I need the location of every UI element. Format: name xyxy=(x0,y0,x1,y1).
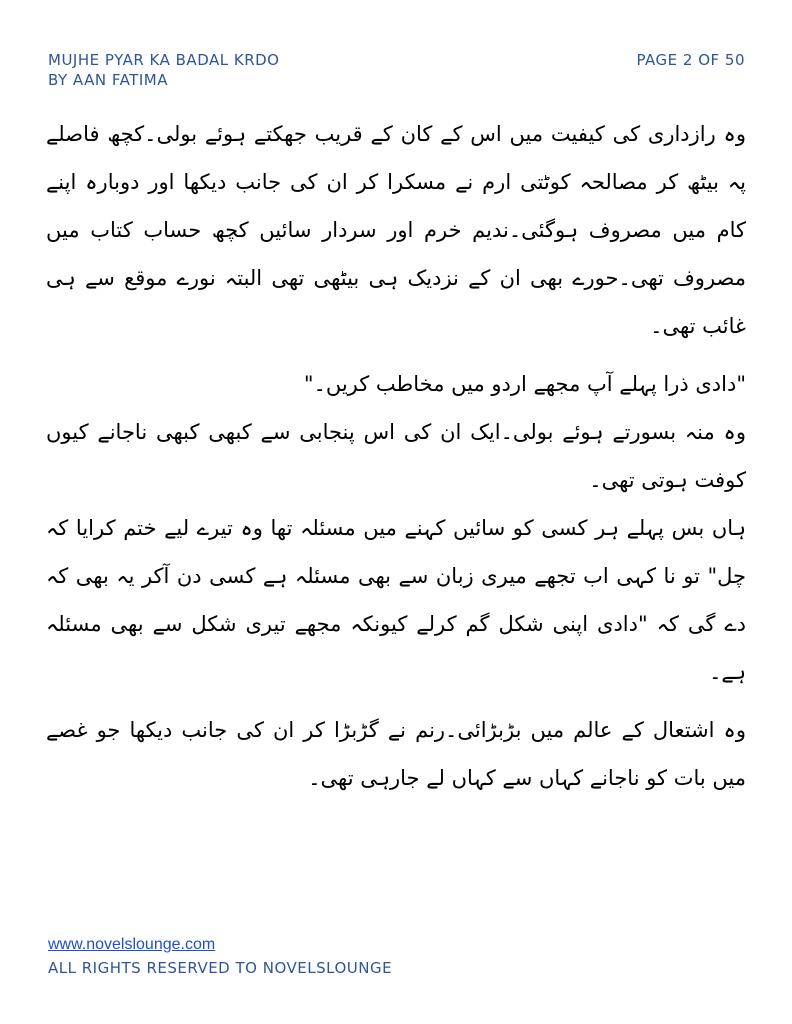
copyright-notice: ALL RIGHTS RESERVED TO NOVELSLOUNGE xyxy=(48,959,393,977)
paragraph-4: ہاں بس پہلے ہر کسی کو سائیں کہنے میں مسئلہ تھا وہ تیرے لیے ختم کرایا کہ چل" تو نا کہی اب تجھے میری زبان سے بھی مسئلہ ہے کسی دن آکر یہ بھی کہ دے گی کہ "دادی اپنی شکل گم کرلے کیونکہ مجھے تیری شکل سے بھی مسئلہ ہے۔ xyxy=(46,516,746,684)
paragraph-5: وہ اشتعال کے عالم میں بڑبڑائی۔رنم نے گڑبڑا کر ان کی جانب دیکھا جو غصے میں بات کو ناجانے کہاں سے کہاں لے جارہی تھی۔ xyxy=(46,718,746,790)
paragraph-3: وہ منہ بسورتے ہوئے بولی۔ایک ان کی اس پنجابی سے کبھی کبھی ناجانے کیوں کوفت ہوتی تھی۔ xyxy=(46,420,746,492)
paragraph-1: وہ رازداری کی کیفیت میں اس کے کان کے قریب جھکتے ہوئے بولی۔کچھ فاصلے پہ بیٹھ کر مصالحہ کوٹتی ارم نے مسکرا کر ان کی جانب دیکھا اور دوبارہ اپنے کام میں مصروف ہوگئی۔ندیم خرم اور سردار سائیں کچھ حساب کتاب میں مصروف تھی۔حورے بھی ان کے نزدیک ہی بیٹھی تھی البتہ نورے موقع سے ہی غائب تھی۔ xyxy=(46,122,746,338)
page-number: PAGE 2 OF 50 xyxy=(636,51,745,69)
paragraph-2: "دادی ذرا پہلے آپ مجھے اردو میں مخاطب کریں۔" xyxy=(303,372,746,396)
author-line: BY AAN FATIMA xyxy=(48,71,168,89)
document-header-left xyxy=(48,50,279,90)
page-body xyxy=(46,110,746,802)
novel-title: MUJHE PYAR KA BADAL KRDO xyxy=(48,51,280,69)
website-link[interactable]: www.novelslounge.com xyxy=(48,936,216,953)
